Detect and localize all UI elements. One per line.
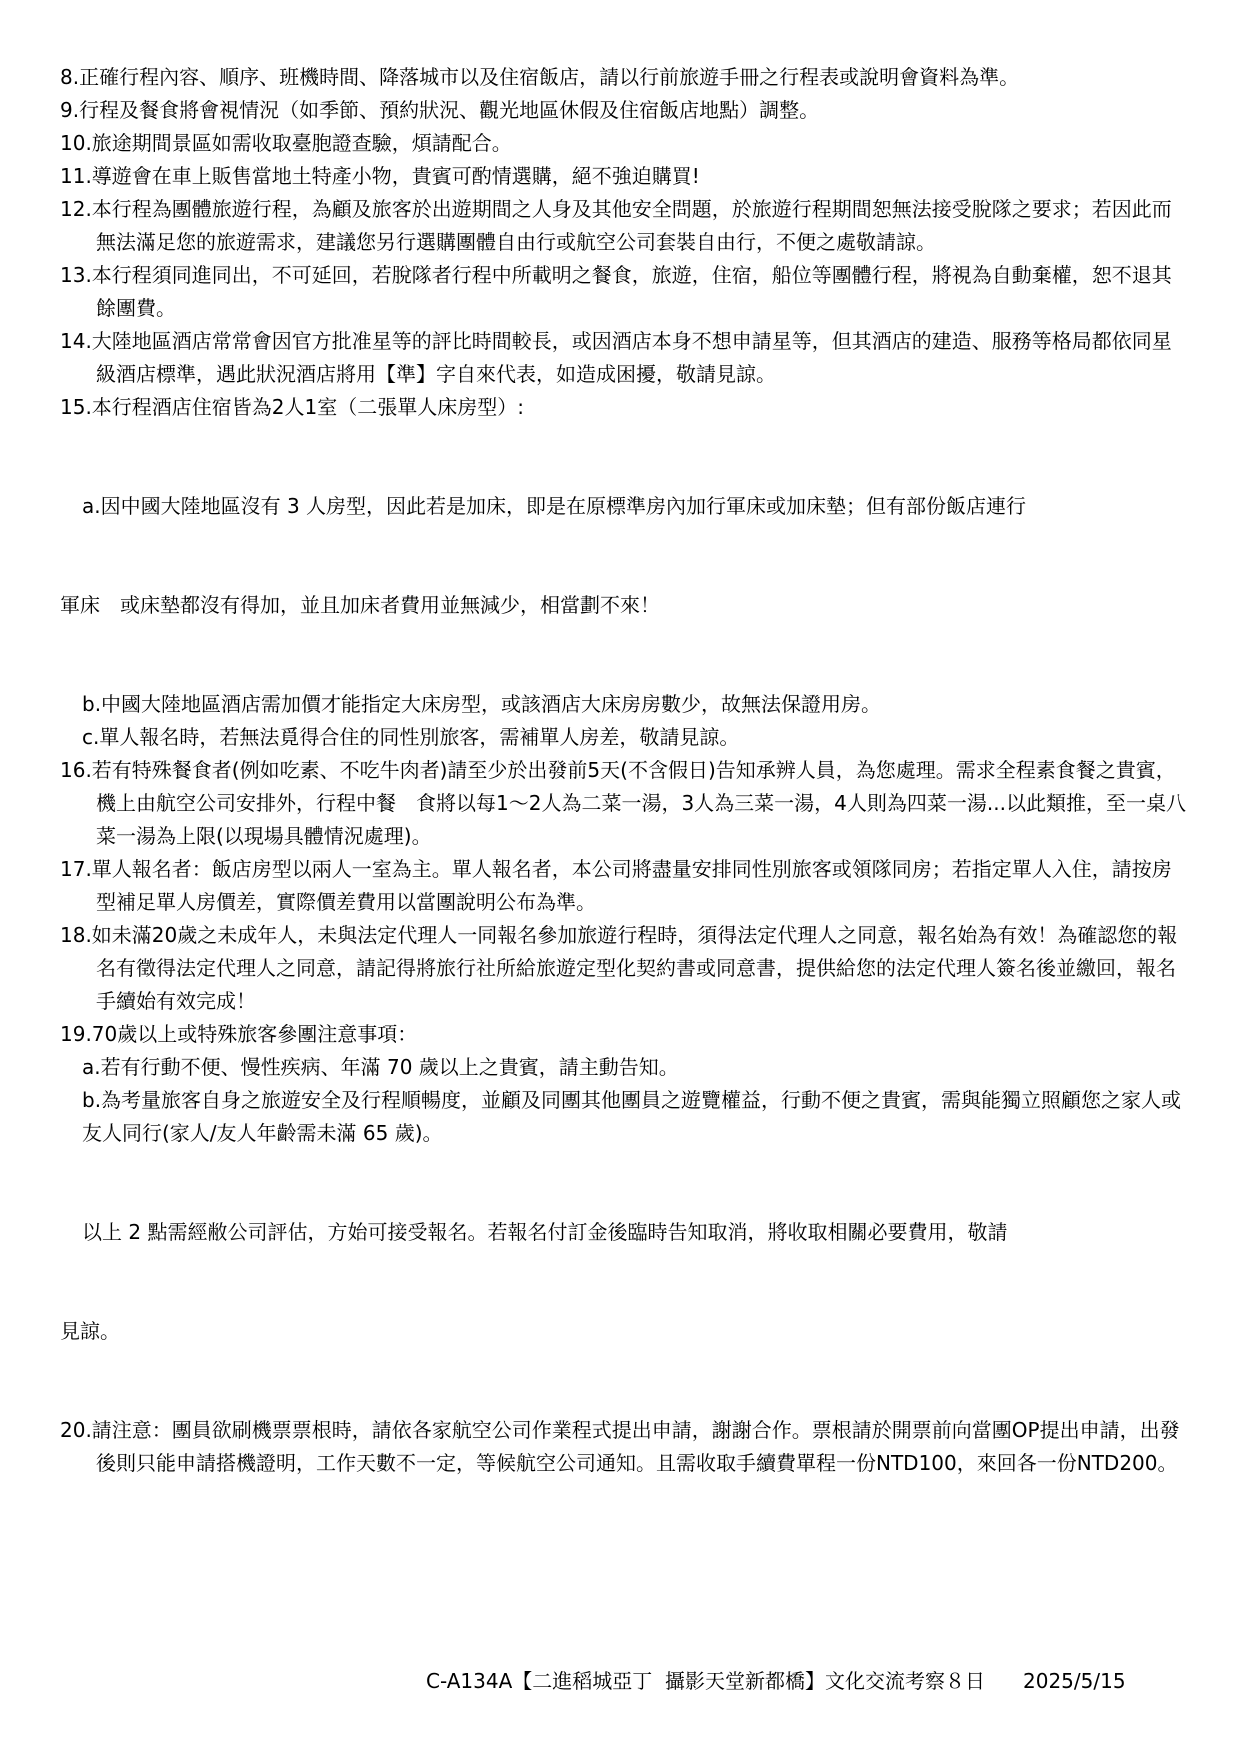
notice-item-16: 16.若有特殊餐食者(例如吃素、不吃牛肉者)請至少於出發前5天(不含假日)告知承辨人員，為您處理。需求全程素食餐之貴賓，機上由航空公司安排外，行程中餐 食將以每1～2人為二菜一湯，3人為三菜一湯，4人則為四菜一湯...以此類推，至一桌八菜一湯為上限(以現場具體情況處理)。 — [60, 758, 1186, 848]
notice-item-19-a: a.若有行動不便、慢性疾病、年滿 70 歲以上之貴賓，請主動告知。 — [82, 1055, 679, 1079]
notice-item-19-b: b.為考量旅客自身之旅遊安全及行程順暢度，並顧及同團其他團員之遊覽權益，行動不便之貴賓，需與能獨立照顧您之家人或友人同行(家人/友人年齡需未滿 65 歲)。 — [82, 1088, 1182, 1145]
notice-item-12: 12.本行程為團體旅遊行程，為顧及旅客於出遊期間之人身及其他安全問題，於旅遊行程期間恕無法接受脫隊之要求；若因此而無法滿足您的旅遊需求，建議您另行選購團體自由行或航空公司套裝自由行，不便之處敬請諒。 — [60, 197, 1172, 254]
notice-item-15-b: b.中國大陸地區酒店需加價才能指定大床房型，或該酒店大床房房數少，故無法保證用房。 — [82, 692, 882, 716]
notice-item-15-a-continuation: 軍床 或床墊都沒有得加，並且加床者費用並無減少，相當劃不來！ — [60, 593, 660, 617]
footer-date: 2025/5/15 — [1023, 1669, 1126, 1693]
notice-item-15-c: c.單人報名時，若無法覓得合住的同性別旅客，需補單人房差，敬請見諒。 — [82, 725, 740, 749]
notice-item-11: 11.導遊會在車上販售當地土特產小物，貴賓可酌情選購，絕不強迫購買! — [60, 164, 700, 188]
notice-item-8: 8.正確行程內容、順序、班機時間、降落城市以及住宿飯店，請以行前旅遊手冊之行程表或說明會資料為準。 — [60, 65, 1020, 89]
notice-item-19-note-continuation: 見諒。 — [60, 1319, 120, 1343]
notice-list — [60, 61, 1190, 1480]
page-footer — [426, 1667, 1126, 1695]
notice-item-18: 18.如未滿20歲之未成年人，未與法定代理人一同報名參加旅遊行程時，須得法定代理人之同意，報名始為有效！為確認您的報名有徵得法定代理人之同意，請記得將旅行社所給旅遊定型化契約書或同意書，提供給您的法定代理人簽名後並繳回，報名手續始有效完成！ — [60, 923, 1178, 1013]
notice-item-19-note-first-line: 以上 2 點需經敝公司評估，方始可接受報名。若報名付訂金後臨時告知取消，將收取相關必要費用，敬請 — [82, 1220, 1008, 1244]
notice-item-10: 10.旅途期間景區如需收取臺胞證查驗，煩請配合。 — [60, 131, 512, 155]
notice-item-19-note — [60, 1150, 1190, 1414]
notice-item-15-a-first-line: a.因中國大陸地區沒有 3 人房型，因此若是加床，即是在原標準房內加行軍床或加床墊；但有部份飯店連行 — [82, 494, 1027, 518]
notice-item-15-title: 15.本行程酒店住宿皆為2人1室（二張單人床房型）: — [60, 395, 524, 419]
notice-item-14: 14.大陸地區酒店常常會因官方批准星等的評比時間較長，或因酒店本身不想申請星等，但其酒店的建造、服務等格局都依同星級酒店標準，遇此狀況酒店將用【準】字自來代表，如造成困擾，敬請見諒。 — [60, 329, 1172, 386]
notice-item-17: 17.單人報名者：飯店房型以兩人一室為主。單人報名者，本公司將盡量安排同性別旅客或領隊同房；若指定單人入住，請按房型補足單人房價差，實際價差費用以當團說明公布為準。 — [60, 857, 1172, 914]
footer-itinerary-code-title: C-A134A【二進稻城亞丁 攝影天堂新都橋】文化交流考察８日 — [426, 1669, 985, 1693]
notice-item-19-title: 19.70歲以上或特殊旅客參團注意事項： — [60, 1022, 418, 1046]
notice-item-15-a — [60, 424, 1190, 688]
notice-item-13: 13.本行程須同進同出，不可延回，若脫隊者行程中所載明之餐食，旅遊，住宿，船位等團體行程，將視為自動棄權，恕不退其餘團費。 — [60, 263, 1172, 320]
notice-item-20: 20.請注意：團員欲刷機票票根時，請依各家航空公司作業程式提出申請，謝謝合作。票根請於開票前向當團OP提出申請，出發後則只能申請搭機證明，工作天數不一定，等候航空公司通知。且需收取手續費單程一份NTD100，來回各一份NTD200。 — [60, 1418, 1180, 1475]
notice-item-9: 9.行程及餐食將會視情況（如季節、預約狀況、觀光地區休假及住宿飯店地點）調整。 — [60, 98, 820, 122]
